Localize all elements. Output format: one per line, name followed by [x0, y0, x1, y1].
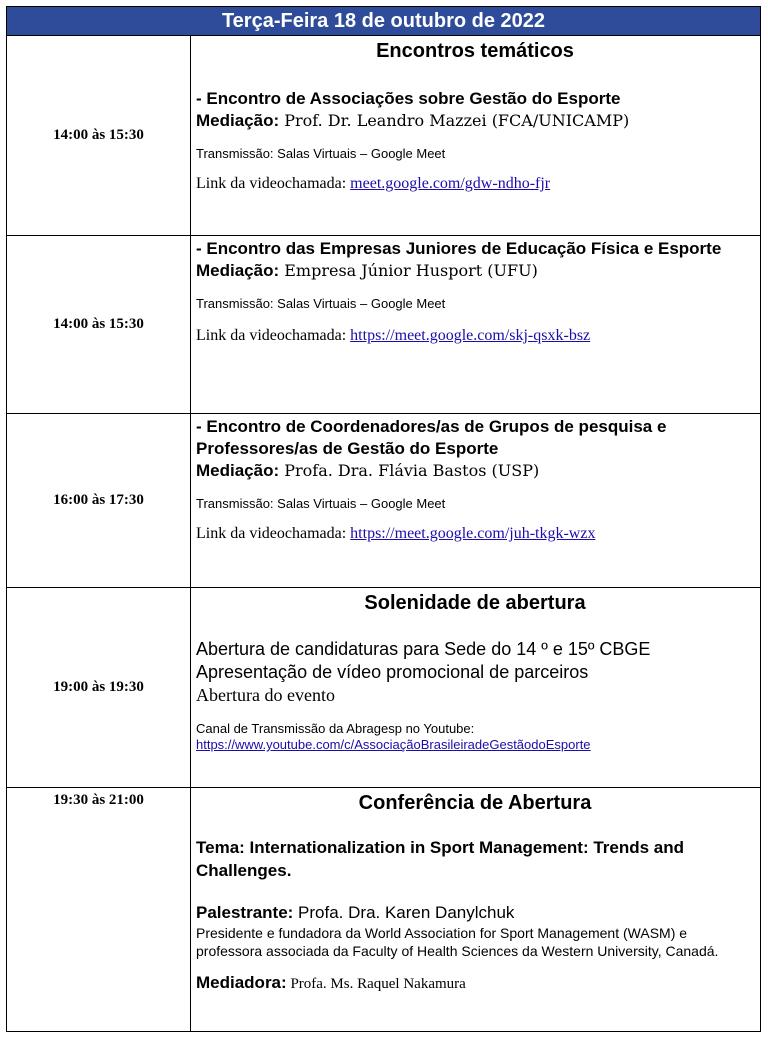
channel-label: Canal de Transmissão da Abragesp no Youtube:	[196, 721, 475, 736]
table-row	[7, 788, 761, 1032]
content-cell	[191, 414, 761, 588]
transmission-text: Transmissão: Salas Virtuais – Google Meet	[196, 146, 446, 161]
meet-link[interactable]: meet.google.com/gdw-ndho-fjr	[350, 175, 551, 192]
table-row	[7, 36, 761, 236]
section-title: Encontros temáticos	[376, 40, 574, 62]
link-line	[196, 326, 754, 346]
speaker-value: Profa. Dra. Karen Danylchuk	[293, 903, 515, 922]
table-row	[7, 414, 761, 588]
time-cell: 14:00 às 15:30	[7, 36, 191, 236]
time-cell: 14:00 às 15:30	[7, 236, 191, 414]
link-label: Link da videochamada:	[196, 327, 351, 344]
mediation-label: Mediação:	[196, 111, 280, 130]
date-title: Terça-Feira 18 de outubro de 2022	[7, 7, 761, 36]
event-title: - Encontro de Associações sobre Gestão do Esporte	[196, 89, 621, 108]
table-row	[7, 588, 761, 788]
youtube-link[interactable]: https://www.youtube.com/c/AssociaçãoBrasileiradeGestãodoEsporte	[196, 737, 591, 752]
event-title: - Encontro das Empresas Juniores de Educação Física e Esporte	[196, 239, 722, 258]
mediation	[196, 110, 754, 132]
transmission-text: Transmissão: Salas Virtuais – Google Meet	[196, 496, 446, 511]
mediation	[196, 260, 754, 282]
table-row	[7, 236, 761, 414]
section-title: Conferência de Abertura	[358, 792, 592, 814]
speaker-description: Presidente e fundadora da World Association for Sport Management (WASM) e professora associada da Faculty of Health Sciences da Western University, Canadá.	[196, 925, 719, 959]
content-cell	[191, 236, 761, 414]
ceremony-line: Apresentação de vídeo promocional de parceiros	[196, 662, 589, 682]
ceremony-line: Abertura de candidaturas para Sede do 14 º e 15º CBGE	[196, 639, 651, 659]
moderator-label: Mediadora:	[196, 973, 287, 992]
channel-link-line	[196, 737, 754, 753]
moderator-value: Profa. Ms. Raquel Nakamura	[286, 976, 466, 992]
conference-theme: Tema: Internationalization in Sport Management: Trends and Challenges.	[196, 838, 685, 880]
content-cell	[191, 36, 761, 236]
section-title: Solenidade de abertura	[364, 592, 586, 614]
meet-link[interactable]: https://meet.google.com/skj-qsxk-bsz	[350, 327, 591, 344]
speaker	[196, 902, 754, 924]
mediation-value: Prof. Dr. Leandro Mazzei (FCA/UNICAMP)	[279, 111, 630, 130]
ceremony-line: Abertura do evento	[196, 685, 335, 705]
time-cell: 19:00 às 19:30	[7, 588, 191, 788]
content-cell	[191, 588, 761, 788]
transmission-text: Transmissão: Salas Virtuais – Google Meet	[196, 296, 446, 311]
meet-link[interactable]: https://meet.google.com/juh-tkgk-wzx	[350, 525, 596, 542]
time-cell: 19:30 às 21:00	[7, 788, 191, 1032]
link-line	[196, 174, 754, 194]
header-row	[7, 7, 761, 36]
link-line	[196, 524, 754, 544]
mediation-value: Profa. Dra. Flávia Bastos (USP)	[279, 461, 540, 480]
link-label: Link da videochamada:	[196, 525, 351, 542]
event-title: - Encontro de Coordenadores/as de Grupos de pesquisa e Professores/as de Gestão do Esporte	[196, 417, 667, 458]
mediation-value: Empresa Júnior Husport (UFU)	[279, 261, 538, 280]
schedule-table	[6, 6, 761, 1032]
speaker-label: Palestrante:	[196, 903, 294, 922]
moderator	[196, 972, 754, 995]
time-cell: 16:00 às 17:30	[7, 414, 191, 588]
content-cell	[191, 788, 761, 1032]
mediation-label: Mediação:	[196, 461, 280, 480]
mediation-label: Mediação:	[196, 261, 280, 280]
mediation	[196, 460, 754, 482]
link-label: Link da videochamada:	[196, 175, 351, 192]
